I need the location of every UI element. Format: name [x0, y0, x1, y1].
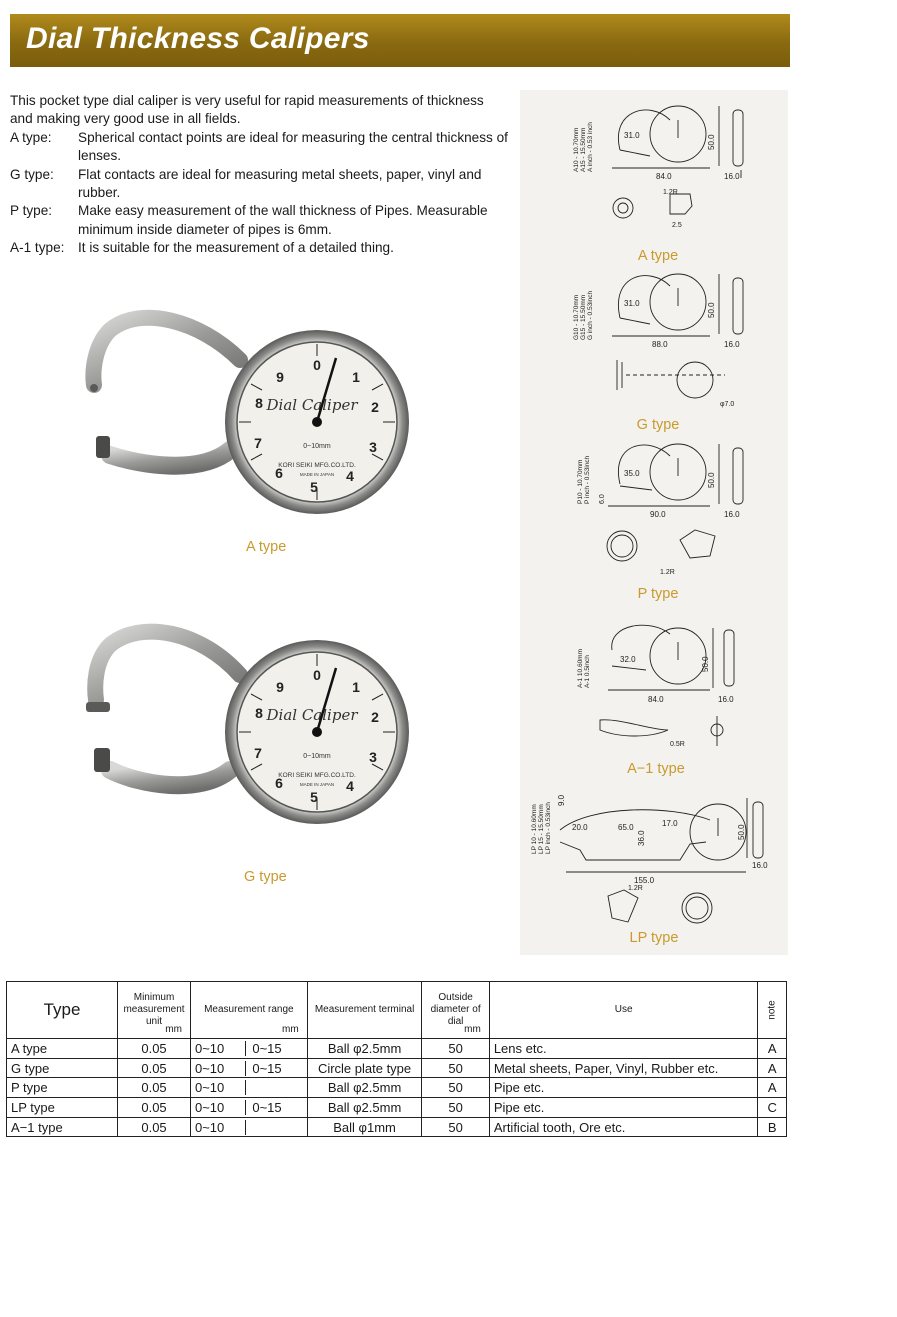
dial-number: 2 — [371, 709, 379, 725]
drawing-dim: 50.0 — [707, 472, 716, 488]
intro-type-a1: A-1 type: It is suitable for the measurement of a detailed thing. — [10, 240, 394, 256]
intro-lead: This pocket type dial caliper is very useful for rapid measurements of thickness and making very good use in all fields. — [10, 93, 484, 127]
dial-number: 9 — [276, 679, 284, 695]
drawing-range: A15 - 15.50mm — [580, 127, 587, 172]
intro-type-g: G type: Flat contacts are ideal for measuring metal sheets, paper, vinyl and rubber. — [10, 166, 482, 201]
drawing-dim: 17.0 — [662, 819, 678, 828]
dial-origin: MADE IN JAPAN — [299, 782, 335, 787]
drawing-range: P inch - 0.53inch — [584, 455, 591, 504]
drawing-range: A inch - 0.53 inch — [587, 122, 594, 172]
drawing-dim: 36.0 — [637, 830, 646, 846]
drawing-dim: 16.0 — [724, 340, 740, 349]
table-row: P type 0.05 0~10 Ball φ2.5mm 50 Pipe etc. A — [7, 1078, 787, 1098]
lp-type-drawing-caption: LP type — [629, 930, 679, 946]
a1-type-drawing-caption: A−1 type — [627, 761, 685, 777]
drawing-dim: 84.0 — [656, 172, 672, 181]
drawing-dim: 65.0 — [618, 823, 634, 832]
drawing-dim: 1.2R — [663, 189, 678, 196]
drawing-dim: 31.0 — [624, 131, 640, 140]
dial-number: 0 — [313, 357, 321, 373]
drawing-dim: 84.0 — [648, 695, 664, 704]
g-type-drawing — [612, 274, 743, 398]
dial-number: 6 — [275, 775, 283, 791]
table-row: A type 0.05 0~10 0~15 Ball φ2.5mm 50 Lens etc. A — [7, 1039, 787, 1059]
drawing-range: A10 - 10.70mm — [573, 127, 580, 172]
dial-number: 5 — [310, 479, 318, 495]
drawing-dim: 16.0 — [724, 510, 740, 519]
drawing-dim: 2.5 — [672, 222, 682, 229]
header-type: Type — [7, 982, 118, 1039]
drawing-dim: 32.0 — [620, 655, 636, 664]
dial-range: 0~10mm — [303, 753, 331, 760]
drawing-dim: 9.0 — [557, 794, 566, 806]
dial-number: 5 — [310, 789, 318, 805]
drawing-range: P10 - 10.70mm — [577, 459, 584, 504]
drawing-range: G10 - 10.70mm — [573, 294, 580, 340]
drawing-dim: 6.0 — [599, 494, 606, 504]
dial-number: 6 — [275, 465, 283, 481]
dial-number: 1 — [352, 679, 360, 695]
dial-maker: KORI SEIKI MFG.CO.LTD. — [278, 462, 356, 469]
page-title: Dial Thickness Calipers — [26, 22, 370, 55]
table-header-row — [7, 982, 787, 1039]
drawing-range: LP 15 - 15.50mm — [538, 804, 545, 854]
header-outside-diameter: Outside diameter of dial mm — [422, 982, 489, 1039]
a1-type-drawing — [600, 625, 734, 746]
dial-brand: Dial Caliper — [266, 396, 358, 414]
drawing-range: LP inch - 0.53inch — [545, 802, 552, 854]
dial-number: 0 — [313, 667, 321, 683]
p-type-drawing-caption: P type — [637, 586, 679, 602]
drawing-dim: 50.0 — [707, 302, 716, 318]
drawing-dim: 88.0 — [652, 340, 668, 349]
dial-number: 4 — [346, 778, 354, 794]
dial-number: 3 — [369, 439, 377, 455]
drawing-dim: 1.2R — [628, 885, 643, 892]
header-range: Measurement range mm — [190, 982, 307, 1039]
p-type-drawing — [607, 444, 743, 561]
drawing-dim: 1.2R — [660, 569, 675, 576]
dial-number: 7 — [254, 745, 262, 761]
dial-number: 3 — [369, 749, 377, 765]
dial-number: 9 — [276, 369, 284, 385]
dial-number: 7 — [254, 435, 262, 451]
header-use: Use — [489, 982, 758, 1039]
drawing-dim: 50.0 — [737, 824, 746, 840]
drawing-dim: 90.0 — [650, 510, 666, 519]
drawing-dim: 20.0 — [572, 823, 588, 832]
drawing-dim: φ7.0 — [720, 401, 735, 408]
drawing-dim: 16.0 — [752, 861, 768, 870]
g-type-drawing-caption: G type — [636, 417, 680, 433]
drawing-range: G inch - 0.53inch — [587, 290, 594, 340]
table-row: G type 0.05 0~10 0~15 Circle plate type 50 Metal sheets, Paper, Vinyl, Rubber etc. A — [7, 1058, 787, 1078]
drawing-dim: 16.0 — [718, 695, 734, 704]
drawing-dim: 31.0 — [624, 299, 640, 308]
lp-type-drawing — [560, 798, 763, 923]
a-type-photo — [80, 300, 425, 515]
header-note: note — [758, 982, 787, 1039]
dial-number: 8 — [255, 395, 263, 411]
table-row: A−1 type 0.05 0~10 Ball φ1mm 50 Artificial tooth, Ore etc. B — [7, 1117, 787, 1137]
intro-text — [10, 92, 510, 258]
drawing-range: G15 - 15.50mm — [580, 294, 587, 340]
g-type-photo — [80, 620, 425, 835]
intro-type-p: P type: Make easy measurement of the wall thickness of Pipes. Measurable minimum inside diameter of pipes is 6mm. — [10, 203, 488, 237]
drawing-dim: 50.0 — [701, 656, 710, 672]
dial-number: 2 — [371, 399, 379, 415]
a-type-drawing-caption: A type — [637, 248, 679, 264]
drawing-dim: 0.5R — [670, 741, 685, 748]
header-min-unit: Minimum measurement unit mm — [118, 982, 191, 1039]
dial-number: 8 — [255, 705, 263, 721]
header-terminal: Measurement terminal — [307, 982, 422, 1039]
a-type-drawing — [612, 106, 743, 218]
intro-type-a: A type: Spherical contact points are ideal for measuring the central thickness of lenses. — [10, 129, 508, 164]
spec-table — [6, 981, 787, 1137]
dial-maker: KORI SEIKI MFG.CO.LTD. — [278, 772, 356, 779]
drawing-range: A-1 10.60mm — [577, 648, 584, 688]
a-type-photo-caption: A type — [246, 539, 287, 555]
dial-origin: MADE IN JAPAN — [299, 472, 335, 477]
dial-brand: Dial Caliper — [266, 706, 358, 724]
dial-number: 1 — [352, 369, 360, 385]
table-row: LP type 0.05 0~10 0~15 Ball φ2.5mm 50 Pipe etc. C — [7, 1098, 787, 1118]
drawing-dim: 35.0 — [624, 469, 640, 478]
g-type-photo-caption: G type — [244, 869, 287, 885]
drawing-dim: 50.0 — [707, 134, 716, 150]
drawing-dim: 16.0 — [724, 172, 740, 181]
drawing-range: LP 10 - 10.60mm — [531, 804, 538, 854]
drawing-dim: 155.0 — [634, 876, 655, 885]
technical-drawings-panel — [520, 90, 788, 955]
drawing-range: A-1 0.5inch — [584, 655, 591, 688]
dial-number: 4 — [346, 468, 354, 484]
title-banner — [10, 14, 790, 67]
dial-range: 0~10mm — [303, 443, 331, 450]
